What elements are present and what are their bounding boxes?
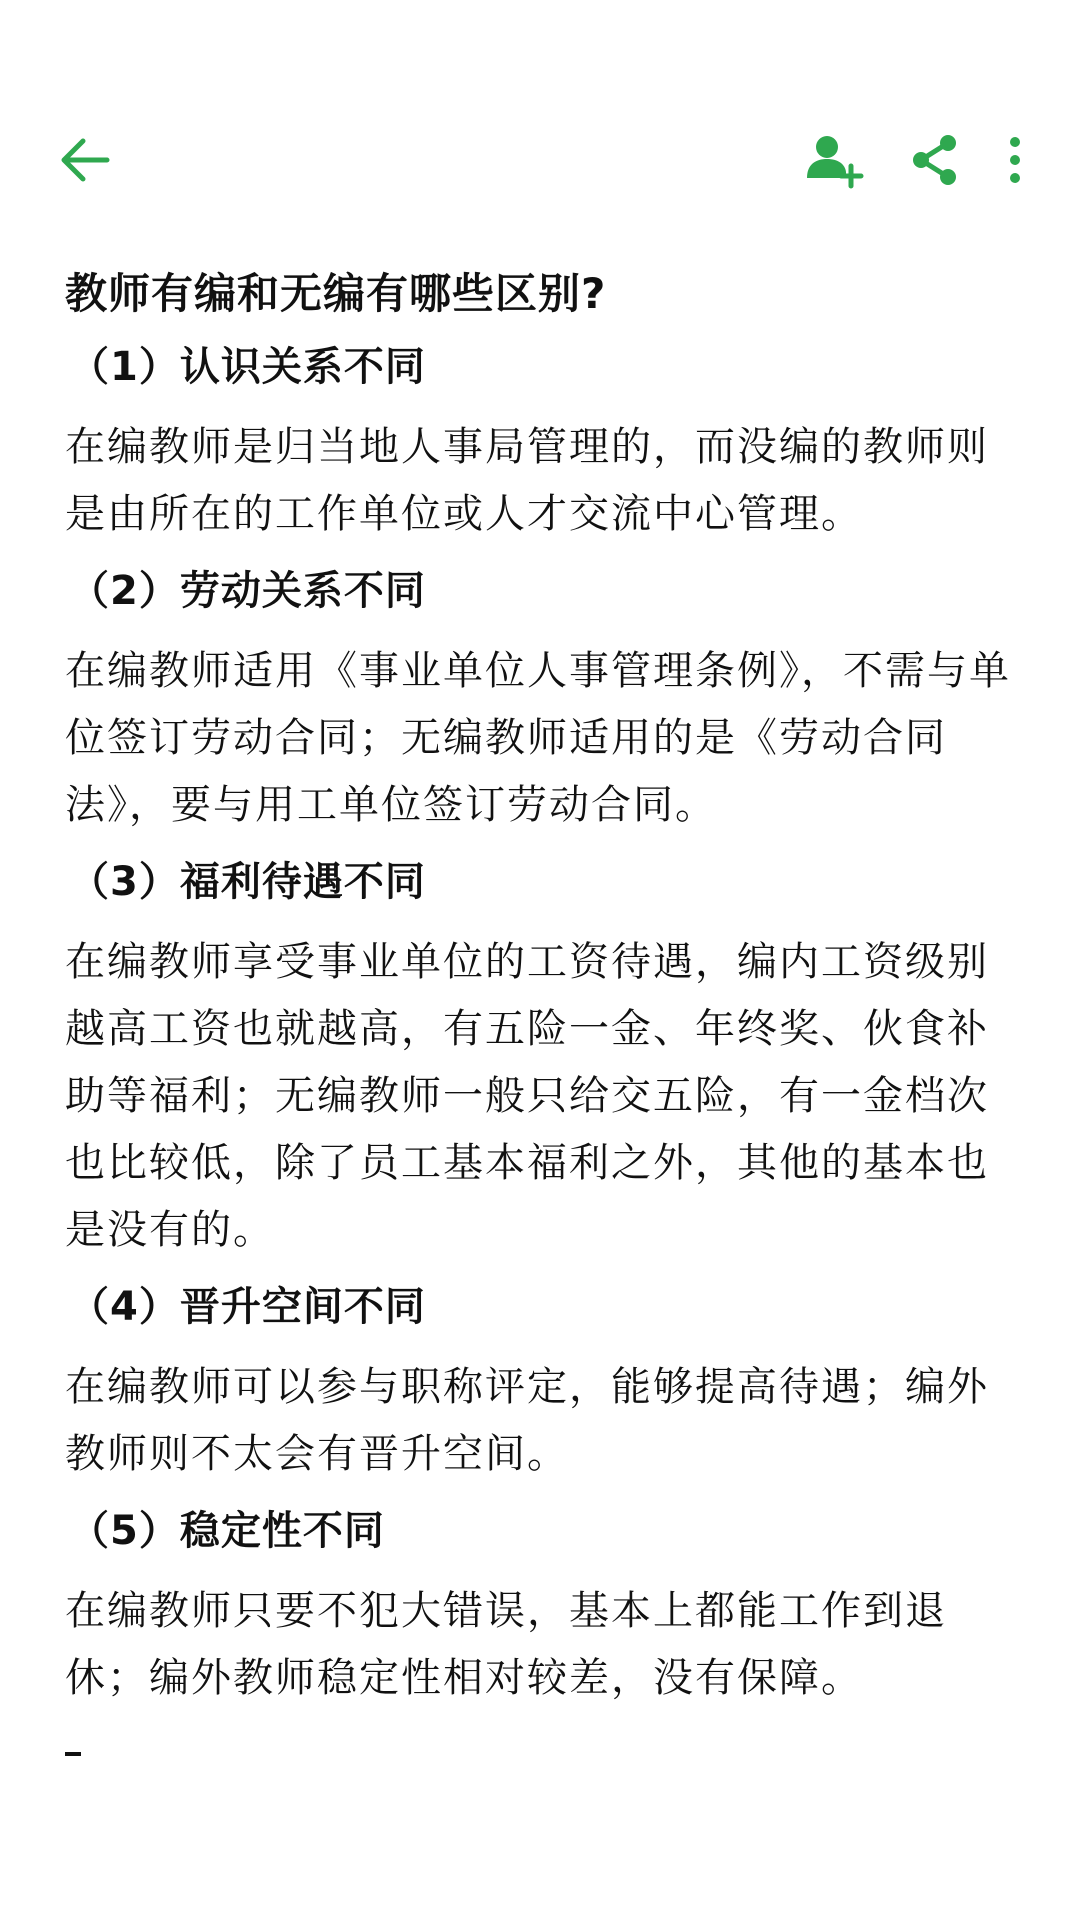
back-button[interactable] [40, 110, 130, 210]
share-button[interactable] [895, 110, 975, 210]
section-heading: （2）劳动关系不同 [69, 568, 426, 614]
section-heading: （5）稳定性不同 [69, 1508, 385, 1554]
section-heading: （1）认识关系不同 [69, 344, 426, 390]
section-heading: （3）福利待遇不同 [69, 859, 426, 905]
article-content [65, 262, 1025, 1724]
add-user-button[interactable] [788, 110, 878, 210]
section-body: 在编教师享受事业单位的工资待遇，编内工资级别越高工资也就越高，有五险一金、年终奖、伙食补助等福利；无编教师一般只给交五险，有一金档次也比较低，除了员工基本福利之外，其他的基本也是没有的。 [65, 939, 989, 1253]
more-options-button[interactable] [985, 110, 1045, 210]
article-section [65, 1500, 1025, 1712]
top-toolbar [0, 110, 1080, 210]
arrow-left-icon [57, 132, 113, 188]
article-section [65, 1276, 1025, 1488]
section-heading: （4）晋升空间不同 [69, 1284, 426, 1330]
more-vertical-icon [1008, 134, 1022, 186]
share-icon [909, 132, 961, 188]
section-body: 在编教师只要不犯大错误，基本上都能工作到退休；编外教师稳定性相对较差，没有保障。 [65, 1588, 947, 1701]
article-section [65, 851, 1025, 1264]
section-body: 在编教师可以参与职称评定，能够提高待遇；编外教师则不太会有晋升空间。 [65, 1364, 989, 1477]
article-section [65, 336, 1025, 548]
article-section [65, 560, 1025, 839]
text-cursor [65, 1752, 81, 1756]
article-title: 教师有编和无编有哪些区别? [65, 269, 607, 318]
add-user-icon [801, 128, 865, 192]
section-body: 在编教师是归当地人事局管理的，而没编的教师则是由所在的工作单位或人才交流中心管理。 [65, 424, 989, 537]
section-body: 在编教师适用《事业单位人事管理条例》，不需与单位签订劳动合同；无编教师适用的是《劳动合同法》，要与用工单位签订劳动合同。 [65, 648, 1011, 828]
